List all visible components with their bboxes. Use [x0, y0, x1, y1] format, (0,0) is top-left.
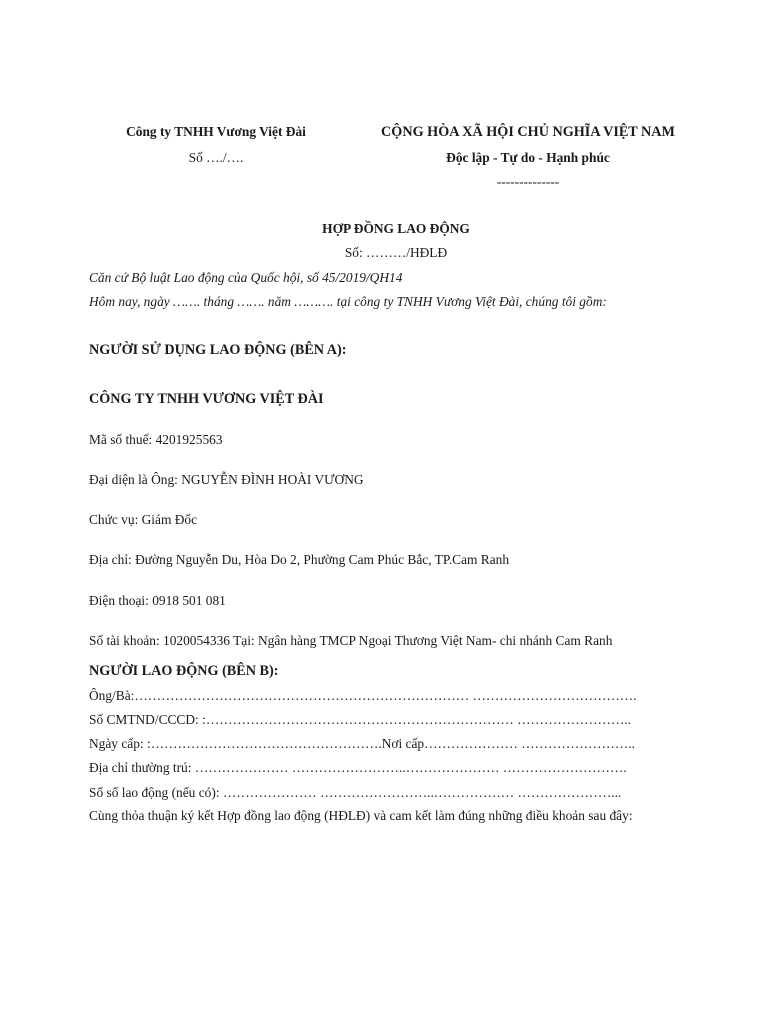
party-b-issue-date-line: Ngày cấp: :…………………………………………….Nơi cấp………………… ……………………..	[89, 736, 636, 751]
party-b-labor-book-line: Sổ sổ lao động (nếu có): ………………… ……………………..……………… …………………...	[89, 785, 622, 800]
party-a-company: CÔNG TY TNHH VƯƠNG VIỆT ĐÀI	[89, 391, 324, 407]
intro-line: Hôm nay, ngày ……. tháng ……. năm ………. tại công ty TNHH Vương Việt Đài, chúng tôi gồm:	[89, 294, 607, 309]
party-a-bank-account: Số tài khoản: 1020054336 Tại: Ngân hàng TMCP Ngoại Thương Việt Nam- chi nhánh Cam Ranh	[89, 633, 613, 648]
party-a-position: Chức vụ: Giám Đốc	[89, 512, 198, 527]
legal-basis: Căn cứ Bộ luật Lao động của Quốc hội, số 45/2019/QH14	[89, 270, 403, 285]
contract-title: HỢP ĐỒNG LAO ĐỘNG	[322, 221, 470, 236]
party-a-phone: Điện thoại: 0918 501 081	[89, 593, 226, 608]
party-a-tax-code: Mã số thuế: 4201925563	[89, 432, 223, 447]
party-a-heading: NGƯỜI SỬ DỤNG LAO ĐỘNG (BÊN A):	[89, 342, 347, 358]
national-title: CỘNG HÒA XÃ HỘI CHỦ NGHĨA VIỆT NAM	[381, 124, 675, 140]
motto: Độc lập - Tự do - Hạnh phúc	[446, 150, 610, 165]
contract-number: Số: ………/HĐLĐ	[344, 245, 448, 260]
party-b-residence-line: Địa chỉ thường trú: ………………… ……………………..………………… ……………………….	[89, 760, 627, 775]
party-b-id-card-line: Số CMTND/CCCD: :…………………………………………………………… ……………………..	[89, 712, 631, 727]
company-name: Công ty TNHH Vương Việt Đài	[126, 124, 306, 139]
party-b-agreement: Cùng thỏa thuận ký kết Hợp đồng lao động (HĐLĐ) và cam kết làm đúng những điều khoản sau đây:	[89, 808, 633, 823]
header-divider: --------------	[496, 174, 560, 189]
party-a-address: Địa chỉ: Đường Nguyễn Du, Hòa Do 2, Phường Cam Phúc Bắc, TP.Cam Ranh	[89, 552, 510, 567]
doc-number: Số …./….	[188, 150, 244, 165]
party-b-name-line: Ông/Bà:………………………………………………………………… ……………………………….	[89, 688, 637, 703]
party-b-heading: NGƯỜI LAO ĐỘNG (BÊN B):	[89, 663, 279, 679]
party-a-representative: Đại diện là Ông: NGUYỄN ĐÌNH HOÀI VƯƠNG	[89, 472, 364, 487]
